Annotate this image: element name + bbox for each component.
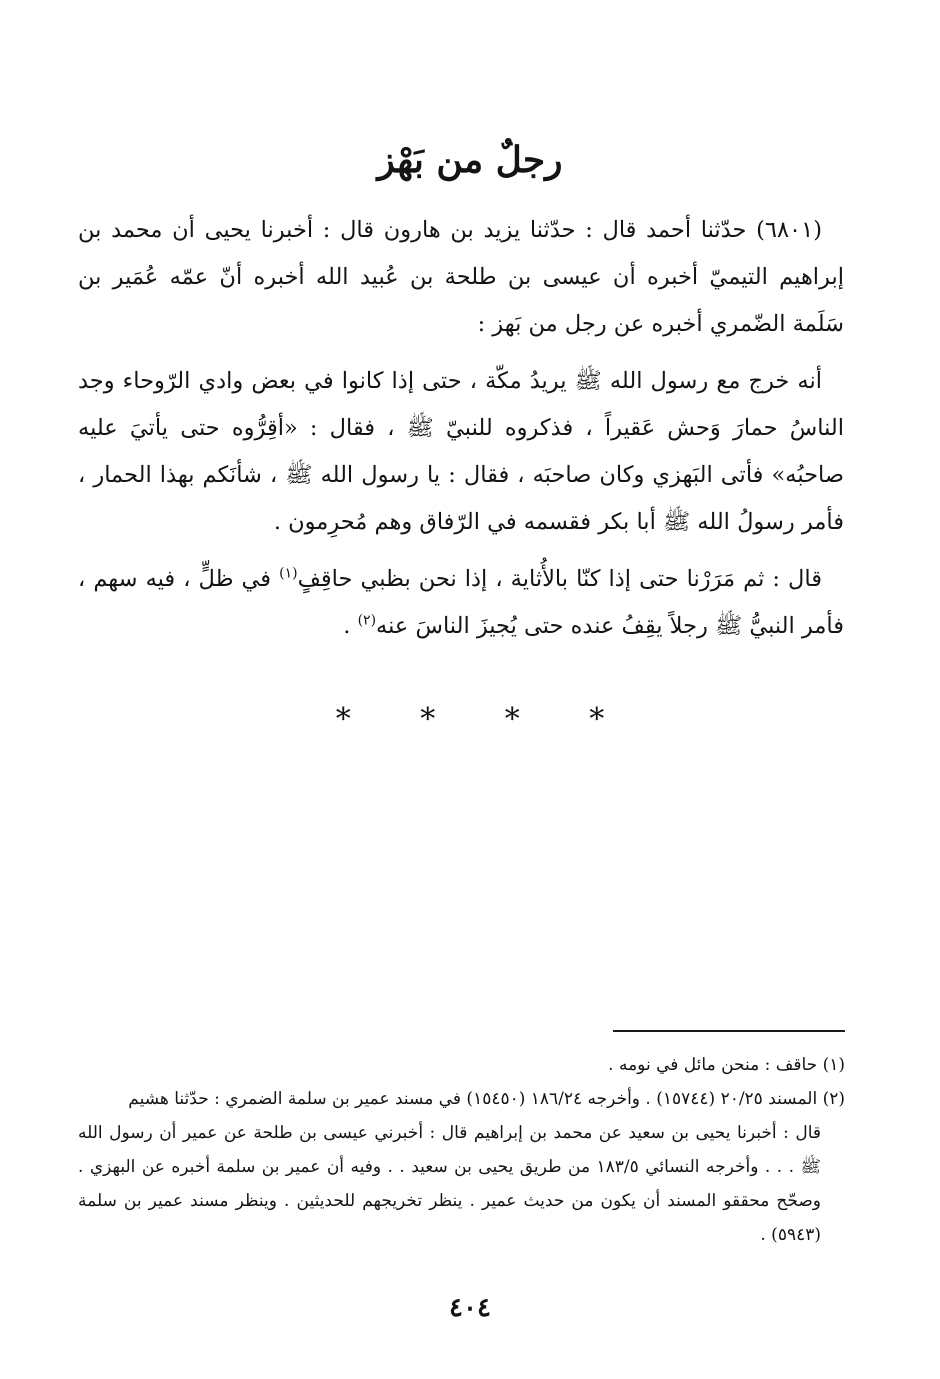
section-separator-stars: * * * * (335, 702, 635, 737)
hadith-isnad-paragraph: (٦٨٠١) حدّثنا أحمد قال : حدّثنا يزيد بن هارون قال : أخبرنا يحيى أن محمد بن إبراهيم التيميّ أخبره أن عيسى بن طلحة بن عُبيد الله أخبره أنّ عمّه عُمَير بن سَلَمة الضّمري أخبره عن رجل من بَهز : (78, 217, 844, 337)
paragraph-text-part-2: في ظلٍّ ، فيه سهم ، فأمر النبيُّ ﷺ رجلاً يقِفُ عنده حتى يُجيزَ الناسَ عنه (78, 566, 844, 639)
page-number: ٤٠٤ (449, 1293, 491, 1323)
section-title: رجلٌ من بَهْز (377, 139, 563, 181)
hadith-matn-paragraph: أنه خرج مع رسول الله ﷺ يريدُ مكّة ، حتى إذا كانوا في بعض وادي الرّوحاء وجد الناسُ حمارَ وَحش عَقيراً ، فذكروه للنبيّ ﷺ ، فقال : «أقِرُّوه حتى يأتيَ عليه صاحبُه» فأتى البَهزي وكان صاحبَه ، فقال : يا رسول الله ﷺ ، شأنَكم بهذا الحمار ، فأمر رسولُ الله ﷺ أبا بكر فقسمه في الرّفاق وهم مُحرِمون . (78, 368, 844, 535)
paragraph-text-part-1: قال : ثم مَرَرْنا حتى إذا كنّا بالأُثاية ، إذا نحن بظبي حاقِفٍ (297, 566, 822, 592)
hadith-continuation-paragraph (78, 556, 844, 650)
footnote-2-continuation: قال : أخبرنا يحيى بن سعيد عن محمد بن إبراهيم قال : أخبرني عيسى بن طلحة عن عمير أن رسول الله ﷺ . . . وأخرجه النسائي ١٨٣/٥ من طريق يحيى بن سعيد . . وفيه أن عمير بن سلمة أخبره عن البهزي . وصحّح محققو المسند أن يكون من حديث عمير . ينظر تخريجهم للحديثين . وينظر مسند عمير بن سلمة (٥٩٤٣) . (78, 1123, 821, 1245)
paragraph-end-dot: . (343, 613, 351, 639)
hadith-body (78, 207, 844, 660)
footnote-ref-1: (١) (279, 565, 298, 582)
footnote-2: (٢) المسند ٢٠/٢٥ (١٥٧٤٤) . وأخرجه ١٨٦/٢٤ (١٥٤٥٠) في مسند عمير بن سلمة الضمري : حدّثنا هشيم (128, 1089, 845, 1109)
footnote-1: (١) حاقف : منحن مائل في نومه . (608, 1055, 845, 1075)
footnote-ref-2: (٢) (357, 612, 377, 629)
footnote-divider (613, 1030, 845, 1032)
footnotes (78, 1048, 845, 1252)
